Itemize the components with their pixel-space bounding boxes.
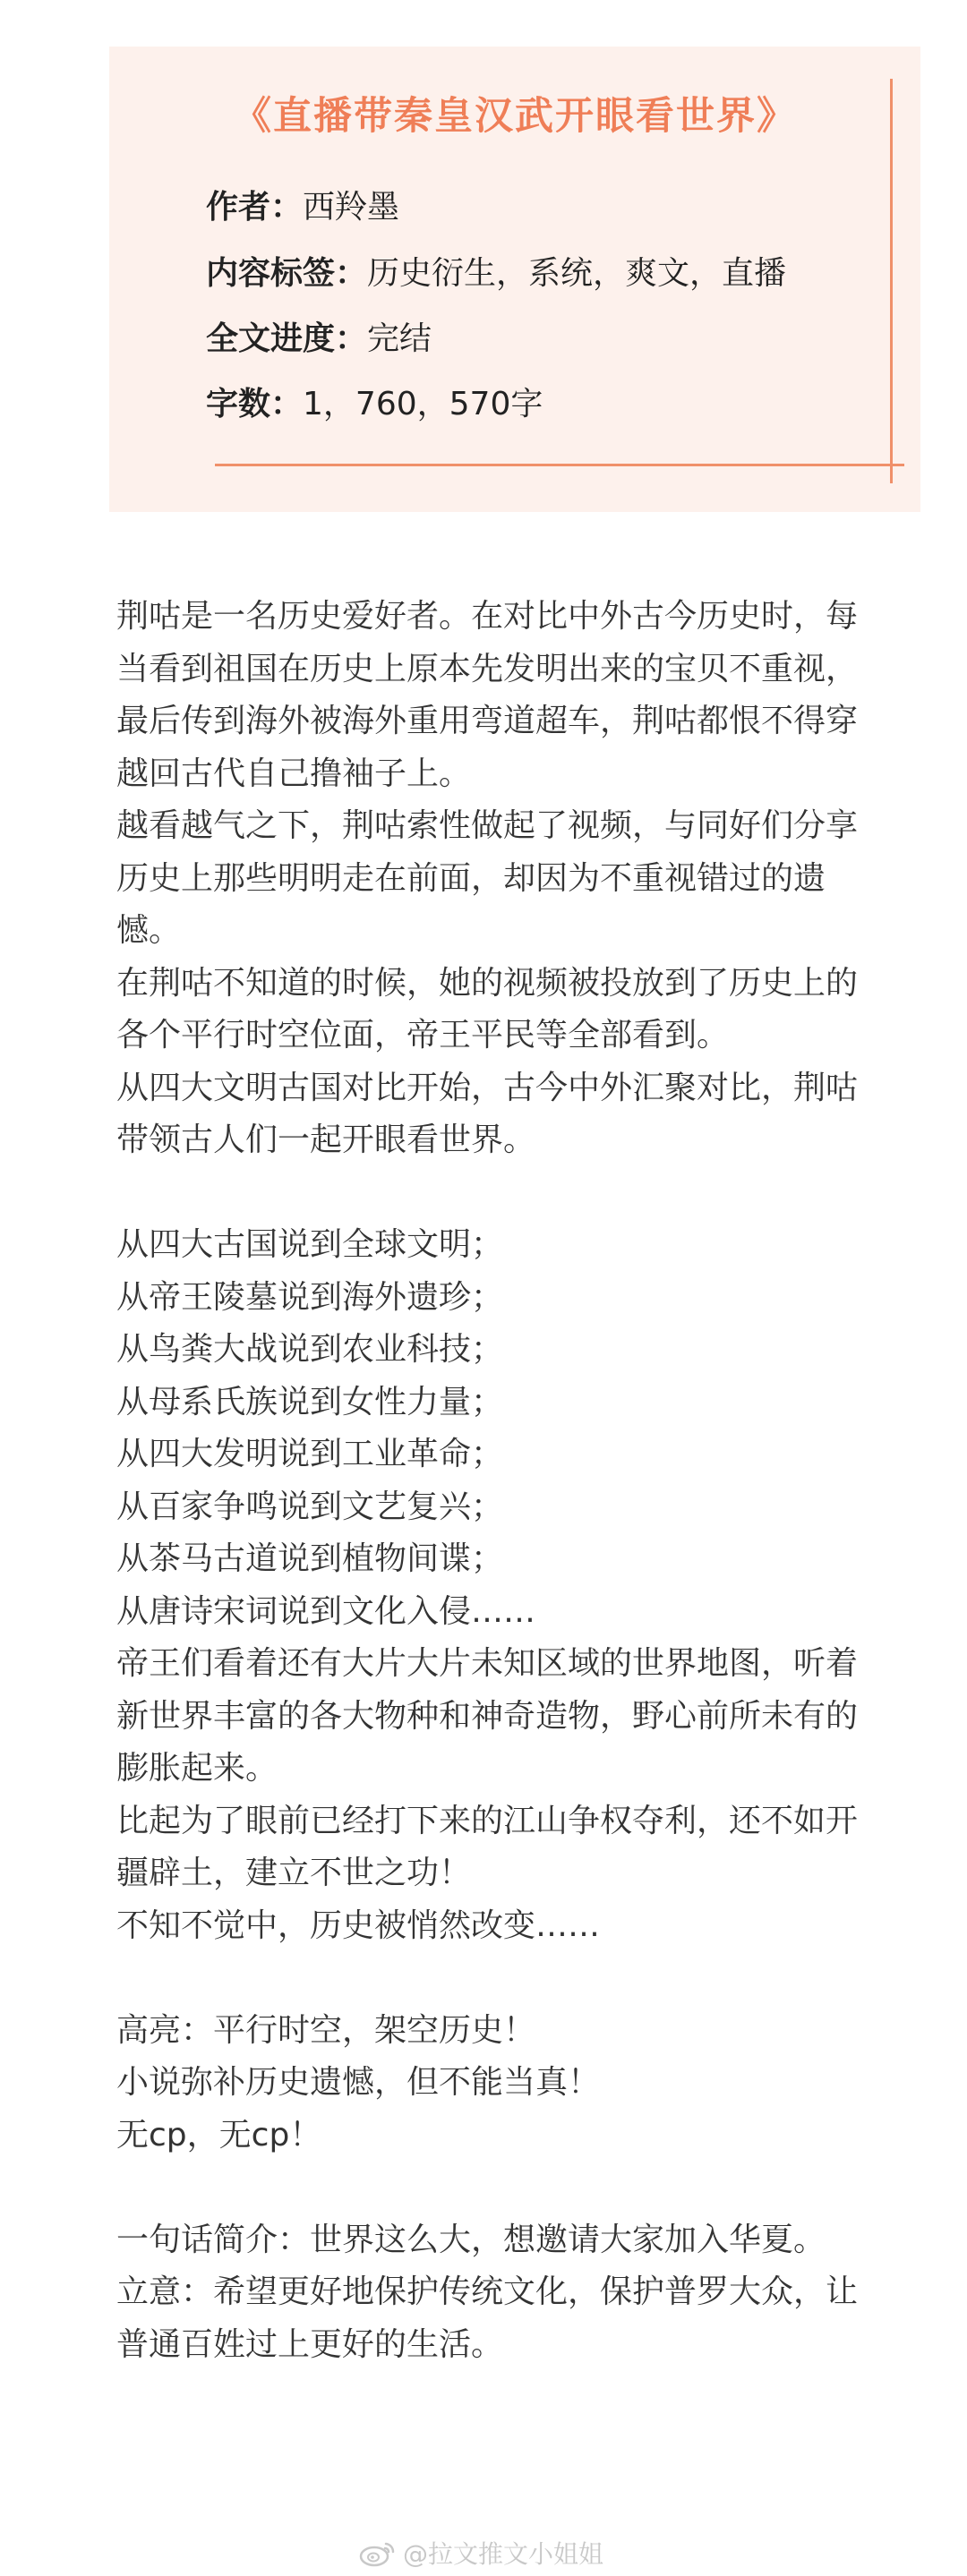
paragraph: 荆咕是一名历史爱好者。在对比中外古今历史时，每当看到祖国在历史上原本先发明出来的宝贝不重视，最后传到海外被海外重用弯道超车，荆咕都恨不得穿越回古代自己撸袖子上。	[116, 598, 859, 792]
tags-value: 历史衍生，系统，爽文，直播	[367, 255, 787, 292]
paragraph: 一句话简介：世界这么大，想邀请大家加入华夏。	[116, 2221, 826, 2258]
paragraph: 在荆咕不知道的时候，她的视频被投放到了历史上的各个平行时空位面，帝王平民等全部看到。	[116, 964, 859, 1053]
weibo-icon	[358, 2538, 398, 2567]
word-count-label: 字数：	[206, 386, 304, 422]
tags-label: 内容标签：	[206, 255, 368, 292]
paragraph: 从百家争鸣说到文艺复兴；	[116, 1488, 504, 1525]
paragraph: 从四大文明古国对比开始，古今中外汇聚对比，荆咕带领古人们一起开眼看世界。	[116, 1069, 859, 1158]
word-count-row	[206, 383, 543, 426]
weibo-watermark	[358, 2535, 603, 2571]
author-value: 西羚墨	[303, 189, 400, 226]
author-row	[206, 186, 399, 229]
blank-line	[116, 2162, 860, 2214]
card-horizontal-accent-line	[215, 464, 904, 466]
paragraph: 不知不觉中，历史被悄然改变……	[116, 1906, 601, 1944]
progress-label: 全文进度：	[206, 320, 368, 357]
paragraph: 高亮：平行时空，架空历史！	[116, 2011, 536, 2049]
progress-row	[206, 318, 432, 361]
book-title: 《直播带秦皇汉武开眼看世界》	[233, 94, 797, 139]
paragraph: 无cp，无cp！	[116, 2116, 322, 2154]
blank-line	[116, 1167, 860, 1220]
paragraph: 从鸟粪大战说到农业科技；	[116, 1331, 504, 1368]
paragraph: 帝王们看着还有大片大片未知区域的世界地图，听着新世界丰富的各大物种和神奇造物，野心前所未有的膨胀起来。	[116, 1645, 859, 1787]
paragraph: 从帝王陵墓说到海外遗珍；	[116, 1278, 504, 1316]
paragraph: 越看越气之下，荆咕索性做起了视频，与同好们分享历史上那些明明走在前面，却因为不重视错过的遗憾。	[116, 807, 859, 949]
paragraph: 立意：希望更好地保护传统文化，保护普罗大众，让普通百姓过上更好的生活。	[116, 2273, 859, 2363]
blank-line	[116, 1952, 860, 2005]
word-count-value: 1，760，570字	[303, 386, 543, 422]
paragraph: 从唐诗宋词说到文化入侵……	[116, 1592, 536, 1630]
watermark-text: @拉文推文小姐姐	[403, 2539, 604, 2569]
tags-row	[206, 252, 786, 295]
author-label: 作者：	[206, 189, 304, 226]
paragraph: 从四大发明说到工业革命；	[116, 1436, 504, 1472]
progress-value: 完结	[367, 320, 432, 357]
paragraph: 从母系氏族说到女性力量；	[116, 1383, 504, 1420]
paragraph: 小说弥补历史遗憾，但不能当真！	[116, 2064, 601, 2101]
paragraph: 从茶马古道说到植物间谍；	[116, 1540, 504, 1577]
paragraph: 从四大古国说到全球文明；	[116, 1226, 504, 1263]
paragraph: 比起为了眼前已经打下来的江山争权夺利，还不如开疆辟土，建立不世之功！	[116, 1802, 859, 1891]
synopsis-body	[116, 591, 860, 2371]
